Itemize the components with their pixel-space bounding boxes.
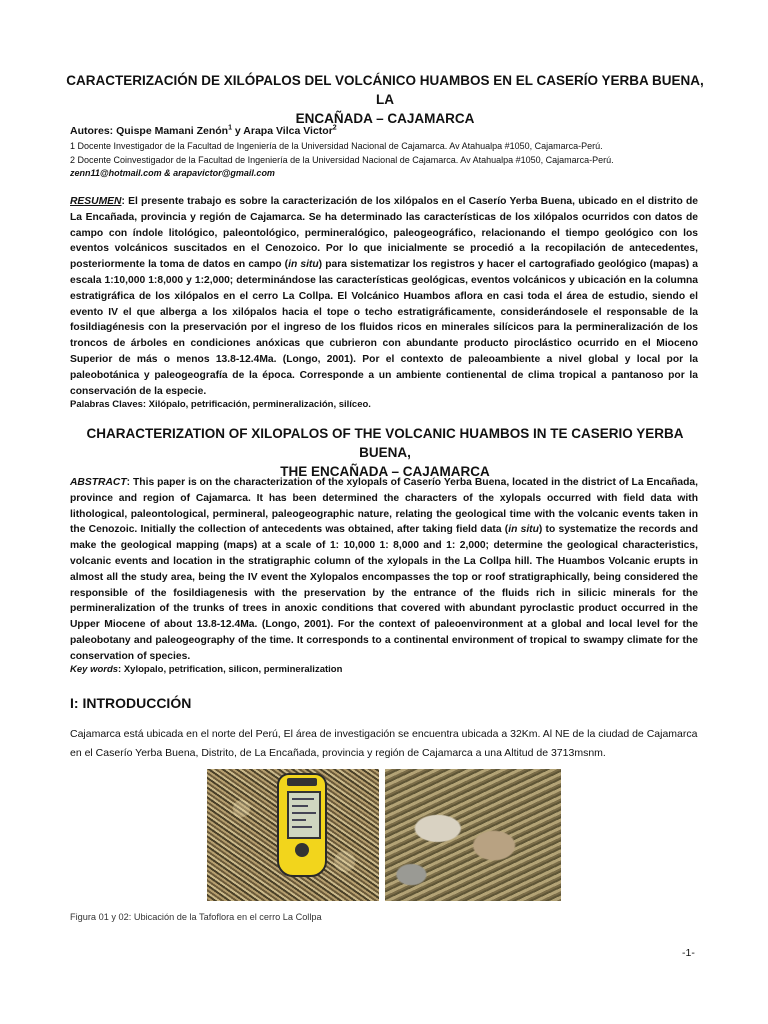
abstract-in-situ: in situ [508, 524, 539, 536]
gps-screen-line [292, 826, 312, 828]
gps-control-pad [295, 843, 309, 857]
authors-middle: y Arapa Vilca Victor [232, 125, 333, 137]
author-emails: zenn11@hotmail.com & arapavictor@gmail.com [70, 168, 275, 178]
affiliation-2: 2 Docente Coinvestigador de la Facultad de Ingeniería de la Universidad Nacional de Cajamarca. Av Atahualpa #1050, Cajamarca-Perú. [70, 155, 614, 165]
figure-caption: Figura 01 y 02: Ubicación de la Tafoflora en el cerro La Collpa [70, 912, 322, 922]
gps-device [277, 773, 327, 877]
title-es-line-1: CARACTERIZACIÓN DE XILÓPALOS DEL VOLCÁNICO HUAMBOS EN EL CASERÍO YERBA BUENA, LA [66, 73, 704, 107]
gps-brand-plate [287, 778, 317, 786]
gps-screen-line [292, 805, 308, 807]
page-number: -1- [682, 947, 695, 959]
affiliation-1: 1 Docente Investigador de la Facultad de Ingeniería de la Universidad Nacional de Cajamarca. Av Atahualpa #1050, Cajamarca-Perú. [70, 141, 603, 151]
abstract-label: ABSTRACT [70, 477, 127, 488]
introduction-paragraph: Cajamarca está ubicada en el norte del Perú, El área de investigación se encuentra ubicada a 32Km. Al NE de la ciudad de Cajamarca en el Caserío Yerba Buena, Distrito, de La Encañada, provincia y región de Cajamarca a una Altitud de 3713msnm. [70, 728, 698, 759]
paper-title-english [60, 424, 710, 481]
figure-02-xylopal-photo [385, 769, 561, 901]
resumen-paragraph [70, 194, 698, 399]
gps-screen-line [292, 798, 314, 800]
paper-title-spanish [60, 71, 710, 128]
authors-line [70, 125, 710, 138]
gps-screen-line [292, 812, 316, 814]
section-heading-introduccion: I: INTRODUCCIÓN [70, 695, 192, 711]
resumen-text-part-2: ) para sistematizar los registros y hacer el cartografiado geológico (mapas) a escala 1:10,000 1:8,000 y 1:2,000; determinándose las características geológicas, eventos volcánicos y ubicación en la columna estratigráfica de los xilópalos en el cerro La Collpa. El Volcánico Huambos aflora en casi toda el área de estudio, siendo el evento IV el que alberga a los xilópalos hacia el tope o techo estratigráficamente, considerándosele el responsable de la fosildiagénesis con la preservación por el ingreso de los fluidos ricos en minerales silícicos para la permineralización de los troncos de árboles en condiciones anóxicas que cubrieron con abundante producto piroclástico ocurrido en el Mioceno Superior de más o menos 13.8-12.4Ma. (Longo, 2001). Por el contexto de paleoambiente a nivel global y local por la paleobotánica y paleogeografía de la época. Corresponde a un ambiente contienental de clima tropical a pantanoso por la conservación de la especie. [70, 259, 698, 397]
key-words-label: Key words [70, 664, 119, 675]
abstract-text-part-2: ) to systematize the records and make the geological mapping (maps) at a scale of 1: 10,000 1: 8,000 and 1: 2,000; determine the geological characteristics, volcanic events and location in the stratigraphic column of the xylopals in the La Collpa hill. The Huambos Volcanic erupts in almost all the study area, being the IV event the Xylopalos encompasses the top or roof stratigraphically, being considered the responsible of the fosildiagenesis with the preservation by the entrance of the fluids rich in silicic minerals for the permineralization of the trunks of trees in anoxic conditions that covered with abundant pyroclastic product occurred in the Upper Miocene of about 13.8-12.4Ma. (Longo, 2001). For the context of paleoenvironment at a global and local level for the paleobotany and paleogeography of the time. It corresponds to a continental environment of tropical to swampy climate for the conservation of species. [70, 524, 699, 662]
author-2-superscript: 2 [332, 124, 337, 132]
author-1-superscript: 1 [228, 124, 233, 132]
abstract-paragraph [70, 475, 698, 665]
key-words [70, 663, 698, 676]
abstract-text-part-1: : This paper is on the characterization of the xylopals of Caserío Yerba Buena, located in the district of La Encañada, province and region of Cajamarca. It has been determined the characters of the xylopals occurred with field data with lithological, paleontological, permineral, paleogeographic nature, relating the geological time with the volcanic events taken in the Cenozoic. Initially the collection of antecedents was obtained, after taking field data ( [70, 477, 698, 536]
resumen-in-situ: in situ [288, 259, 319, 271]
gps-screen-line [292, 819, 306, 821]
resumen-text-part-1: : El presente trabajo es sobre la caracterización de los xilópalos en el Caserío Yerba Buena, ubicado en el distrito de La Encañada, provincia y región de Cajamarca. Se ha determinado las características de los xilópalos ocurridos con datos de campo con índole litológico, paleontológico, permineralógico, paleogeográfico, relacionando el tiempo geológico con los eventos volcánicos suscitados en el Cenozoico. Por lo que inicialmente se procedió a la recopilación de antecedentes, posteriormente la toma de datos en campo ( [70, 196, 698, 271]
resumen-label: RESUMEN [70, 196, 122, 207]
title-en-line-1: CHARACTERIZATION OF XILOPALOS OF THE VOLCANIC HUAMBOS IN TE CASERIO YERBA BUENA, [86, 426, 684, 460]
authors-prefix: Autores: Quispe Mamani Zenón [70, 125, 229, 137]
key-words-list: : Xylopalo, petrification, silicon, permineralization [118, 664, 343, 675]
title-en-line-2: THE ENCAÑADA – CAJAMARCA [280, 464, 490, 479]
figure-01-gps-photo [207, 769, 379, 901]
gps-screen [287, 791, 321, 839]
palabras-claves: Palabras Claves: Xilópalo, petrificación, permineralización, silíceo. [70, 399, 371, 410]
title-es-line-2: ENCAÑADA – CAJAMARCA [295, 111, 475, 126]
